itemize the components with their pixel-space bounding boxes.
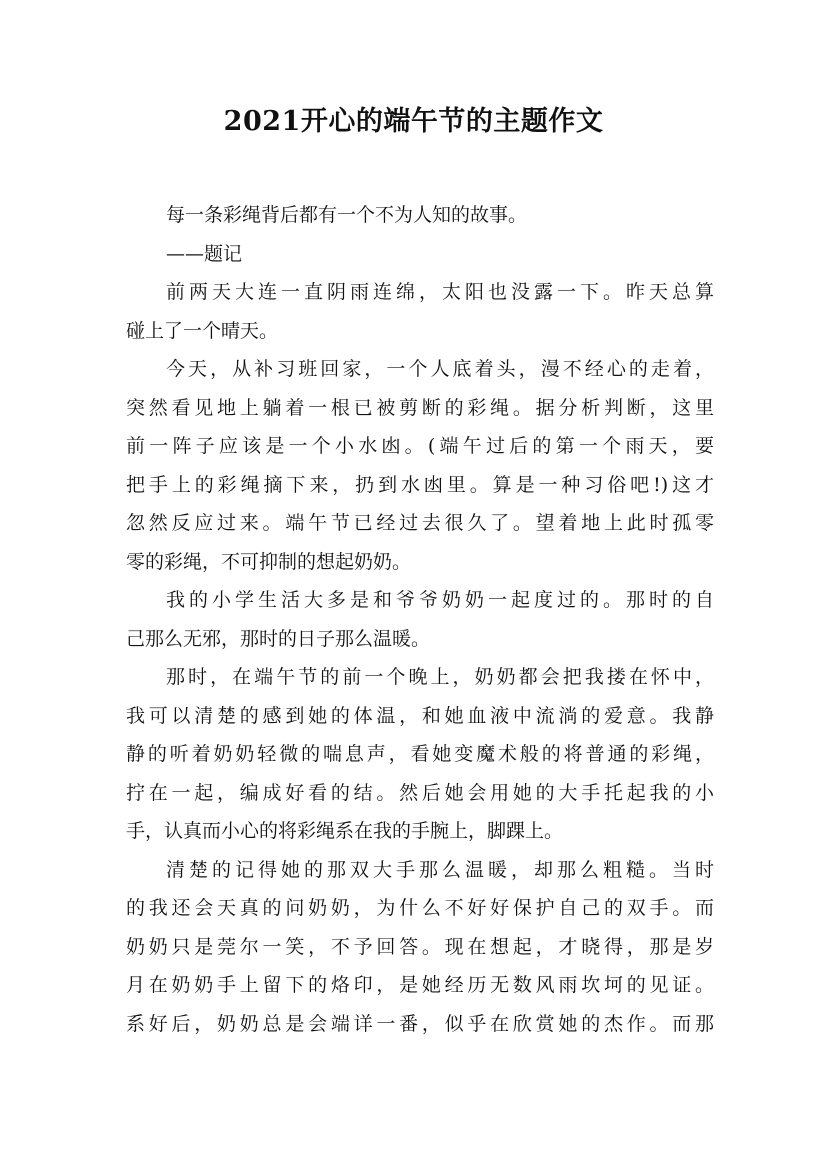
paragraph-line: 每一条彩绳背后都有一个不为人知的故事。 [166, 204, 528, 226]
paragraph-line: 零的彩绳，不可抑制的想起奶奶。 [126, 550, 412, 573]
paragraph-line: 的我还会天真的问奶奶，为什么不好好保护自己的双手。而 [126, 897, 714, 919]
paragraph-line: 碰上了一个晴天。 [126, 319, 279, 342]
paragraph-line: 己那么无邪，那时的日子那么温暖。 [126, 627, 431, 650]
paragraph-line: 前两天大连一直阴雨连绵，太阳也没露一下。昨天总算 [166, 281, 714, 303]
paragraph-line: 突然看见地上躺着一根已被剪断的彩绳。据分析判断，这里 [126, 396, 714, 419]
paragraph-line: 那时，在端午节的前一个晚上，奶奶都会把我搂在怀中， [166, 666, 714, 688]
paragraph-line: 拧在一起，编成好看的结。然后她会用她的大手托起我的小 [126, 781, 714, 804]
paragraph-line: 我可以清楚的感到她的体温，和她血液中流淌的爱意。我静 [126, 704, 714, 727]
paragraph-line: 今天，从补习班回家，一个人底着头，漫不经心的走着， [166, 358, 714, 380]
paragraph-line: 我的小学生活大多是和爷爷奶奶一起度过的。那时的自 [166, 589, 714, 611]
paragraph-line: 月在奶奶手上留下的烙印，是她经历无数风雨坎坷的见证。 [126, 974, 714, 996]
paragraph-line: 静的听着奶奶轻微的喘息声，看她变魔术般的将普通的彩绳， [126, 743, 714, 765]
paragraph-line: 系好后，奶奶总是会端详一番，似乎在欣赏她的杰作。而那 [126, 1012, 714, 1035]
paragraph-line: 把手上的彩绳摘下来，扔到水凼里。算是一种习俗吧!)这才 [126, 473, 714, 496]
paragraph-line: 前一阵子应该是一个小水凼。(端午过后的第一个雨天，要 [126, 435, 714, 457]
paragraph-line: 清楚的记得她的那双大手那么温暖，却那么粗糙。当时 [166, 858, 714, 881]
paragraph-line: ——题记 [166, 242, 243, 265]
document-title: 2021开心的端午节的主题作文 [223, 106, 604, 137]
paragraph-line: 手，认真而小心的将彩绳系在我的手腕上，脚踝上。 [126, 820, 564, 842]
paragraph-line: 忽然反应过来。端午节已经过去很久了。望着地上此时孤零 [126, 512, 714, 534]
paragraph-line: 奶奶只是莞尔一笑，不予回答。现在想起，才晓得，那是岁 [126, 935, 714, 958]
article-body [126, 196, 714, 1043]
